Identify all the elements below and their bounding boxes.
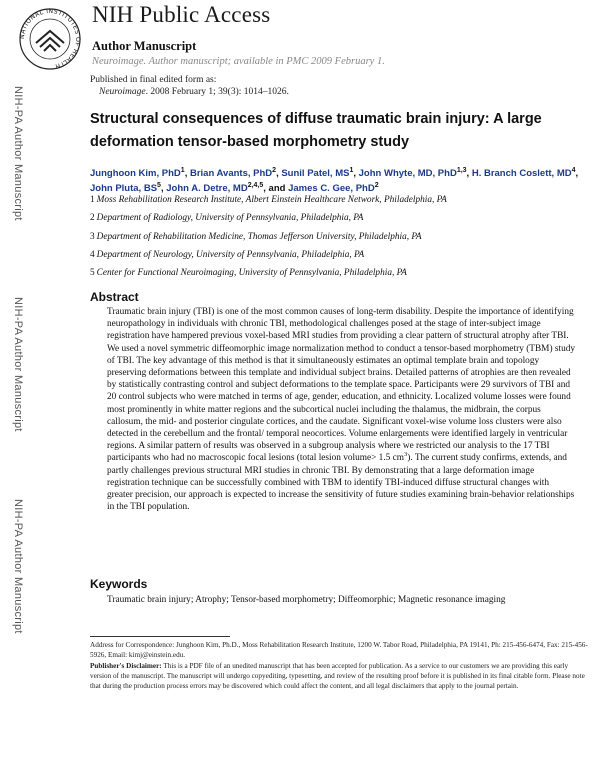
side-banner-middle: NIH-PA Author Manuscript [12, 297, 24, 432]
availability-text: . Author manuscript; available in PMC 2009 February 1. [143, 56, 385, 67]
keywords-text: Traumatic brain injury; Atrophy; Tensor-based morphometry; Diffeomorphic; Magnetic resonance imaging [107, 595, 506, 605]
author-name[interactable]: John A. Detre, MD [166, 183, 248, 194]
affiliation-text: Department of Radiology, University of Pennsylvania, Philadelphia, PA [96, 213, 364, 223]
citation-details: . 2008 February 1; 39(3): 1014–1026. [145, 87, 289, 97]
author-name[interactable]: Junghoon Kim, PhD [90, 168, 181, 179]
author-separator: , [276, 168, 282, 179]
affiliation-text: Center for Functional Neuroimaging, University of Pennsylvania, Philadelphia, PA [96, 268, 407, 278]
abstract-text [107, 306, 577, 513]
publication-citation [99, 87, 289, 97]
author-separator: , [575, 168, 579, 179]
affiliation-2 [90, 213, 363, 223]
abstract-heading: Abstract [90, 290, 139, 304]
seal-text: NATIONAL INSTITUTES OF HEALTH [18, 7, 82, 70]
citation-journal: Neuroimage [99, 87, 146, 97]
disclaimer-text: This is a PDF file of an unedited manuscript that has been accepted for publication. As a service to our customers we are providing this early version of the manuscript. The manuscript will undergo copyediting, typesetting, and review of the resulting proof before it is published in its final citable form. Please note that during the production process errors may be discovered which could affect the content, and all legal disclaimers that apply to the journal pertain. [90, 662, 585, 690]
nih-seal-logo [14, 5, 86, 71]
nih-public-access-title: NIH Public Access [92, 2, 271, 27]
author-affiliation-marker: 2 [374, 181, 379, 189]
author-affiliation-marker: 4 [571, 166, 576, 174]
author-separator: , [353, 168, 359, 179]
publisher-disclaimer [90, 661, 590, 691]
affiliation-text: Moss Rehabilitation Research Institute, Albert Einstein Healthcare Network, Philadelphia, PA [96, 195, 447, 205]
affiliation-text: Department of Rehabilitation Medicine, Thomas Jefferson University, Philadelphia, PA [96, 232, 422, 242]
keywords-heading: Keywords [90, 577, 148, 591]
author-name[interactable]: H. Branch Coslett, MD [471, 168, 572, 179]
author-affiliation-marker: 2 [272, 166, 277, 174]
author-name[interactable]: Brian Avants, PhD [189, 168, 273, 179]
affiliation-3 [90, 232, 422, 242]
paper-title: Structural consequences of diffuse traumatic brain injury: A large deformation tensor-based morphometry study [90, 111, 542, 150]
correspondence-footnote: Address for Correspondence: Junghoon Kim, Ph.D., Moss Rehabilitation Research Institute, 1200 W. Tabor Road, Philadelphia, PA 19141, Ph: 215-456-6474, Fax: 215-456-5926, Email: kimj@einstein.edu. [90, 641, 588, 659]
author-affiliation-marker: 1 [349, 166, 354, 174]
author-list [90, 166, 580, 196]
affiliation-number: 4 [90, 250, 95, 260]
nih-seal-icon [14, 5, 86, 71]
author-manuscript-label: Author Manuscript [92, 39, 197, 53]
footnote-divider [90, 636, 230, 637]
affiliation-4 [90, 250, 364, 260]
availability-line [92, 56, 385, 67]
author-separator: , [466, 168, 472, 179]
author-name[interactable]: Sunil Patel, MS [281, 168, 350, 179]
author-separator: , and [263, 183, 289, 194]
author-affiliation-marker: 2,4,5 [247, 181, 264, 189]
affiliation-number: 5 [90, 268, 95, 278]
affiliation-5 [90, 268, 407, 278]
affiliation-number: 2 [90, 213, 95, 223]
author-separator: , [160, 183, 167, 194]
author-affiliation-marker: 1 [180, 166, 185, 174]
abstract-text-part-1: Traumatic brain injury (TBI) is one of the most common causes of long-term disability. Despite the importance of identifying neuropathology in individuals with chronic TBI, methodological challenges posed at the stage of inter-subject image registration have hampered previous voxel-based MRI studies from providing a clear pattern of structural atrophy after TBI. We used a novel symmetric diffeomorphic image normalization method to conduct a tensor-based morphometry (TBM) study of TBI. The key advantage of this method is that it simultaneously estimates an optimal template brain and topology preserving deformations between this template and individual subject brains. Detailed patterns of atrophies are then revealed by statistically contrasting control and subject deformations to the template space. Participants were 29 survivors of TBI and 20 control subjects who were matched in terms of age, gender, education, and ethnicity. Localized volume losses were found most prominently in white matter regions and the subcortical nuclei including the thalamus, the midbrain, the corpus callosum, the mid- and posterior cingulate cortices, and the caudate. Significant voxel-wise volume loss clusters were also detected in the cerebellum and the frontal/ temporal neocortices. Volume enlargements were identified largely in ventricular regions. A similar pattern of results was observed in a subgroup analysis where we restricted our analysis to the 17 TBI participants who had no macroscopic focal lesions (total lesion volume> 1.5 cm [107, 307, 576, 464]
abstract-text-part-2: ). The current study confirms, extends, and partly challenges previous structural MRI studies in chronic TBI. By demonstrating that a large deformation image registration technique can be successfully combined with TBM to identify TBI-induced diffuse structural changes with greater precision, our approach is expected to increase the sensitivity of future studies examining brain-behavior relationships in the TBI population. [107, 453, 575, 513]
published-in-label: Published in final edited form as: [90, 75, 217, 85]
abstract-superscript: 3 [404, 451, 408, 459]
affiliation-number: 3 [90, 232, 95, 242]
affiliation-1 [90, 195, 447, 205]
disclaimer-label: Publisher's Disclaimer: [90, 662, 162, 670]
author-name[interactable]: John Pluta, BS [90, 183, 158, 194]
affiliation-text: Department of Neurology, University of Pennsylvania, Philadelphia, PA [96, 250, 365, 260]
author-name[interactable]: James C. Gee, PhD [288, 183, 375, 194]
author-separator: , [184, 168, 190, 179]
affiliation-number: 1 [90, 195, 95, 205]
author-affiliation-marker: 5 [157, 181, 161, 189]
author-affiliation-marker: 1,3 [456, 166, 467, 174]
side-banner-bottom: NIH-PA Author Manuscript [12, 499, 24, 634]
author-name[interactable]: John Whyte, MD, PhD [358, 168, 457, 179]
side-banner-top: NIH-PA Author Manuscript [12, 86, 24, 221]
availability-journal: Neuroimage [92, 56, 144, 67]
